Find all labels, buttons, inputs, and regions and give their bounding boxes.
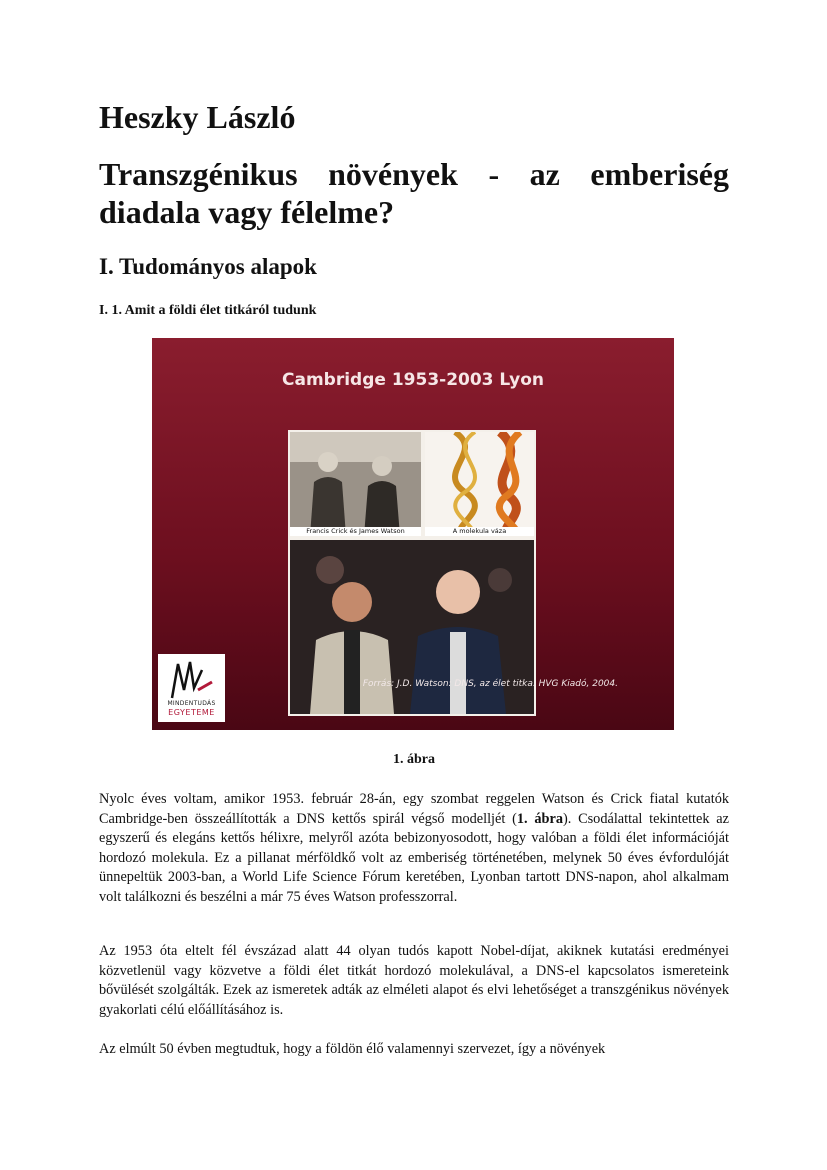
- paragraph-1-start: Nyolc éves voltam, amikor 1953. február 28-án, egy szombat reggelen Watson és Crick fiatal kutatók Cambridge-ben összeállították a DNS kettős spirál végső modelljét (: [99, 791, 729, 827]
- mindentudas-logo: [158, 654, 225, 722]
- figure-1: [152, 338, 674, 730]
- crick-watson-photo: [290, 432, 421, 536]
- paragraph-1-end: ). Csodálattal tekintettek az egyszerű és elegáns kettős hélixre, melyről azóta bebizonyosodott, hogy valóban a földi élet információját hordozó molekula. Ez a pillanat mérföldkő volt az emberiség történetében, melynek 50 éves évfordulóját ünnepeltük 2003-ban, a World Life Science Fórum keretében, Lyonban tartott DNS-napon, ahol alkalmam volt találkozni és beszélni a már 75 éves Watson professzorral.: [99, 810, 729, 905]
- document-title: Transzgénikus növények - az emberiség diadala vagy félelme?: [99, 156, 729, 230]
- figure-source: Forrás: J.D. Watson: DNS, az élet titka. HVG Kiadó, 2004.: [362, 679, 618, 689]
- logo-text-top: MINDENTUDÁS: [167, 700, 216, 707]
- figure-caption-word: ábra: [407, 752, 435, 767]
- photo-caption-right: A molekula váza: [425, 527, 534, 536]
- logo-mark-icon: [168, 660, 216, 700]
- section-heading: I. Tudományos alapok: [99, 254, 317, 279]
- author-name: Heszky László: [99, 99, 296, 135]
- paragraph-2: Az 1953 óta eltelt fél évszázad alatt 44 olyan tudós kapott Nobel-díjat, akiknek kutatási eredményei közvetlenül vagy közvetve a földi élet titkát hordozó molekulával, a DNS-el kapcsolatos ismereteink bővülését szolgálták. Ezek az ismeretek adták az elméleti alapot és elvi lehetőséget a transzgénikus növények gyakorlati célú előállításához is.: [99, 943, 729, 1018]
- photo-caption-left: Francis Crick és James Watson: [290, 527, 421, 536]
- dna-helix-illustration: [425, 432, 534, 536]
- paragraph-1: [99, 790, 729, 908]
- figure-caption-number: 1.: [393, 752, 407, 767]
- logo-text-bottom: EGYETEME: [168, 708, 215, 717]
- figure-heading: Cambridge 1953-2003 Lyon: [282, 370, 544, 390]
- subsection-heading: I. 1. Amit a földi élet titkáról tudunk: [99, 303, 317, 318]
- figure-caption: [99, 750, 729, 770]
- figure-reference: 1. ábra: [516, 810, 563, 827]
- photo-collage: [288, 430, 536, 716]
- two-men-illustration: [290, 432, 421, 536]
- dna-model-photo: [425, 432, 534, 536]
- paragraph-3: Az elmúlt 50 évben megtudtuk, hogy a földön élő valamennyi szervezet, így a növények: [99, 1041, 606, 1057]
